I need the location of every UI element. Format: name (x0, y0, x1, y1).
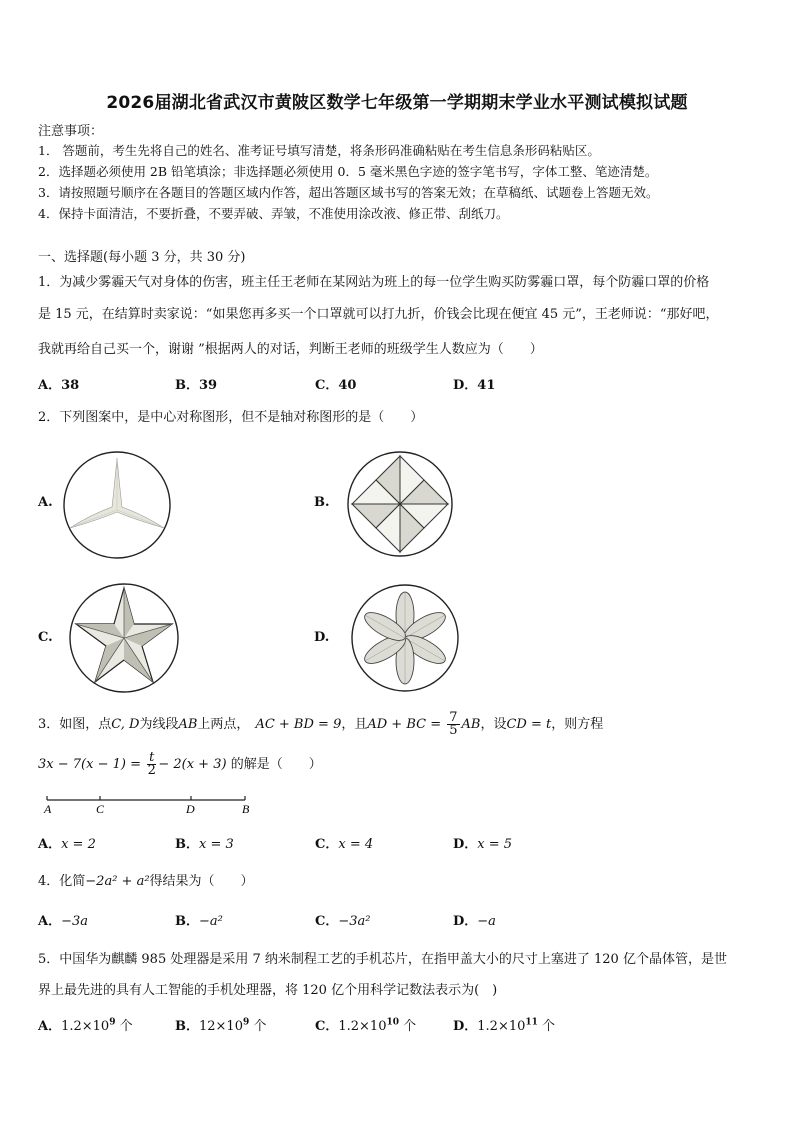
q3-main-equation: − 2(x + 3) (158, 757, 227, 772)
option-math: −a (477, 914, 496, 929)
option-letter: A． (38, 837, 62, 852)
q2-figure-d (350, 583, 460, 693)
q3-text: 的解是（ ） (230, 757, 322, 772)
q2-figure-a (62, 450, 172, 560)
option-exponent: 10 (386, 1017, 399, 1028)
q4-option-c (315, 910, 371, 929)
q4-option-a (38, 910, 88, 929)
option-unit: 个 (537, 1019, 556, 1034)
q3-option-c (315, 833, 373, 852)
option-letter: C． (315, 837, 339, 852)
option-letter: B． (175, 1019, 199, 1034)
option-unit: 个 (249, 1019, 267, 1034)
point-label: C (96, 802, 105, 816)
q3-text: ，则方程 (551, 717, 604, 732)
section-heading: 一、选择题(每小题 3 分，共 30 分) (38, 250, 246, 265)
option-unit: 个 (115, 1019, 133, 1034)
q5-line: 界上最先进的具有人工智能的手机处理器，将 120 亿个用科学记数法表示为( ) (38, 983, 498, 998)
option-letter: B． (175, 837, 199, 852)
q3-eq-frac-den: 2 (147, 763, 156, 778)
q3-equation: AB (461, 717, 481, 732)
q3-equation: AC + BD = 9 (255, 717, 342, 732)
q2-label-c: C. (38, 630, 53, 645)
q5-line: 5．中国华为麒麟 985 处理器是采用 7 纳米制程工艺的手机芯片，在指甲盖大小的尺寸上塞进了 120 亿个晶体管，是世 (38, 952, 727, 967)
q1-option-c: C．40 (315, 378, 357, 393)
option-letter: C． (315, 1019, 339, 1034)
q1-line: 是 15 元，在结算时卖家说：“如果您再多买一个口罩就可以打九折，价钱会比现在便宜 45 元”，王老师说：“那好吧， (38, 307, 719, 322)
q5-option-b (175, 1015, 266, 1034)
option-unit: 个 (399, 1019, 417, 1034)
option-base: 1.2×10 (477, 1019, 526, 1034)
option-exponent: 9 (109, 1017, 116, 1028)
option-math: −3a² (338, 914, 371, 929)
option-letter: D． (453, 837, 478, 852)
option-exponent: 11 (525, 1017, 538, 1028)
q2-label-b: B. (314, 495, 330, 510)
q4-option-b (175, 910, 223, 929)
q3-eq-frac-num: t (149, 750, 155, 765)
q3-text: 3．如图，点 (38, 717, 112, 732)
notice-item: 4．保持卡面清洁，不要折叠，不要弄破、弄皱，不准使用涂改液、修正带、刮纸刀。 (38, 206, 509, 221)
option-letter: C． (315, 914, 339, 929)
q5-option-a (38, 1015, 133, 1034)
option-base: 1.2×10 (338, 1019, 387, 1034)
q3-option-a (38, 833, 96, 852)
option-math: −a² (199, 914, 223, 929)
q2-stem: 2．下列图案中，是中心对称图形，但不是轴对称图形的是（ ） (38, 410, 424, 425)
option-letter: A． (38, 1019, 62, 1034)
q1-line: 1．为减少雾霾天气对身体的伤害，班主任王老师在某网站为班上的每一位学生购买防雾霾口罩，每个防霾口罩的价格 (38, 275, 710, 290)
q2-label-d: D. (314, 630, 330, 645)
notice-item: 3．请按照题号顺序在各题目的答题区域内作答，超出答题区域书写的答案无效；在草稿纸、试题卷上答题无效。 (38, 185, 659, 200)
q1-option-a: A．38 (38, 378, 80, 393)
q3-equation: CD = t (506, 717, 552, 732)
q3-stem-line2 (38, 752, 322, 777)
point-label: D (186, 802, 195, 816)
q4-text: 得结果为（ ） (149, 874, 254, 889)
option-math: x = 4 (338, 837, 374, 852)
option-letter: D． (453, 1019, 478, 1034)
q3-text: ，设 (480, 717, 507, 732)
q1-line: 我就再给自己买一个，谢谢 ”根据两人的对话，判断王老师的班级学生人数应为（ ） (38, 342, 543, 357)
q4-stem (38, 870, 254, 889)
q4-expression: −2a² + a² (85, 874, 150, 889)
q3-frac-num: 7 (449, 710, 458, 725)
q4-option-d (453, 910, 496, 929)
q3-text: ，且 (341, 717, 368, 732)
q3-text: 为线段 (139, 717, 179, 732)
option-math: x = 3 (199, 837, 234, 852)
q5-option-c (315, 1015, 416, 1034)
q3-text: 上两点， (197, 717, 250, 732)
q2-label-a: A. (38, 495, 53, 510)
q2-figure-c (68, 582, 180, 694)
option-letter: B． (175, 914, 199, 929)
q3-frac-den: 5 (449, 723, 458, 738)
option-base: 12×10 (199, 1019, 243, 1034)
point-label: A (44, 802, 52, 816)
q3-equation: AD + BC = (367, 717, 442, 732)
option-letter: A． (38, 914, 62, 929)
notice-item: 1． 答题前，考生先将自己的姓名、准考证号填写清楚，将条形码准确粘贴在考生信息条形码粘贴区。 (38, 143, 600, 158)
option-math: x = 5 (477, 837, 513, 852)
q3-fraction (447, 712, 459, 737)
q3-option-d (453, 833, 512, 852)
q3-points: C, D (111, 717, 140, 732)
q2-figure-b (346, 450, 454, 558)
option-letter: D． (453, 914, 478, 929)
q3-eq-fraction (147, 752, 156, 777)
q3-option-b (175, 833, 234, 852)
q3-line-segment-figure (44, 795, 254, 819)
q3-stem-line1 (38, 712, 603, 737)
q1-option-d: D．41 (453, 378, 496, 393)
option-exponent: 9 (242, 1017, 250, 1028)
notice-heading: 注意事项： (38, 124, 104, 139)
q1-option-b: B．39 (175, 378, 218, 393)
page-title: 2026届湖北省武汉市黄陂区数学七年级第一学期期末学业水平测试模拟试题 (106, 93, 688, 113)
q3-main-equation: 3x − 7(x − 1) = (38, 757, 141, 772)
q5-option-d (453, 1015, 555, 1034)
q3-segment: AB (178, 717, 198, 732)
option-base: 1.2×10 (61, 1019, 110, 1034)
option-math: −3a (61, 914, 89, 929)
q4-text: 4．化简 (38, 874, 86, 889)
point-label: B (242, 802, 250, 816)
option-math: x = 2 (61, 837, 96, 852)
notice-item: 2．选择题必须使用 2B 铅笔填涂；非选择题必须使用 0．5 毫米黑色字迹的签字笔书写，字体工整、笔迹清楚。 (38, 164, 658, 179)
